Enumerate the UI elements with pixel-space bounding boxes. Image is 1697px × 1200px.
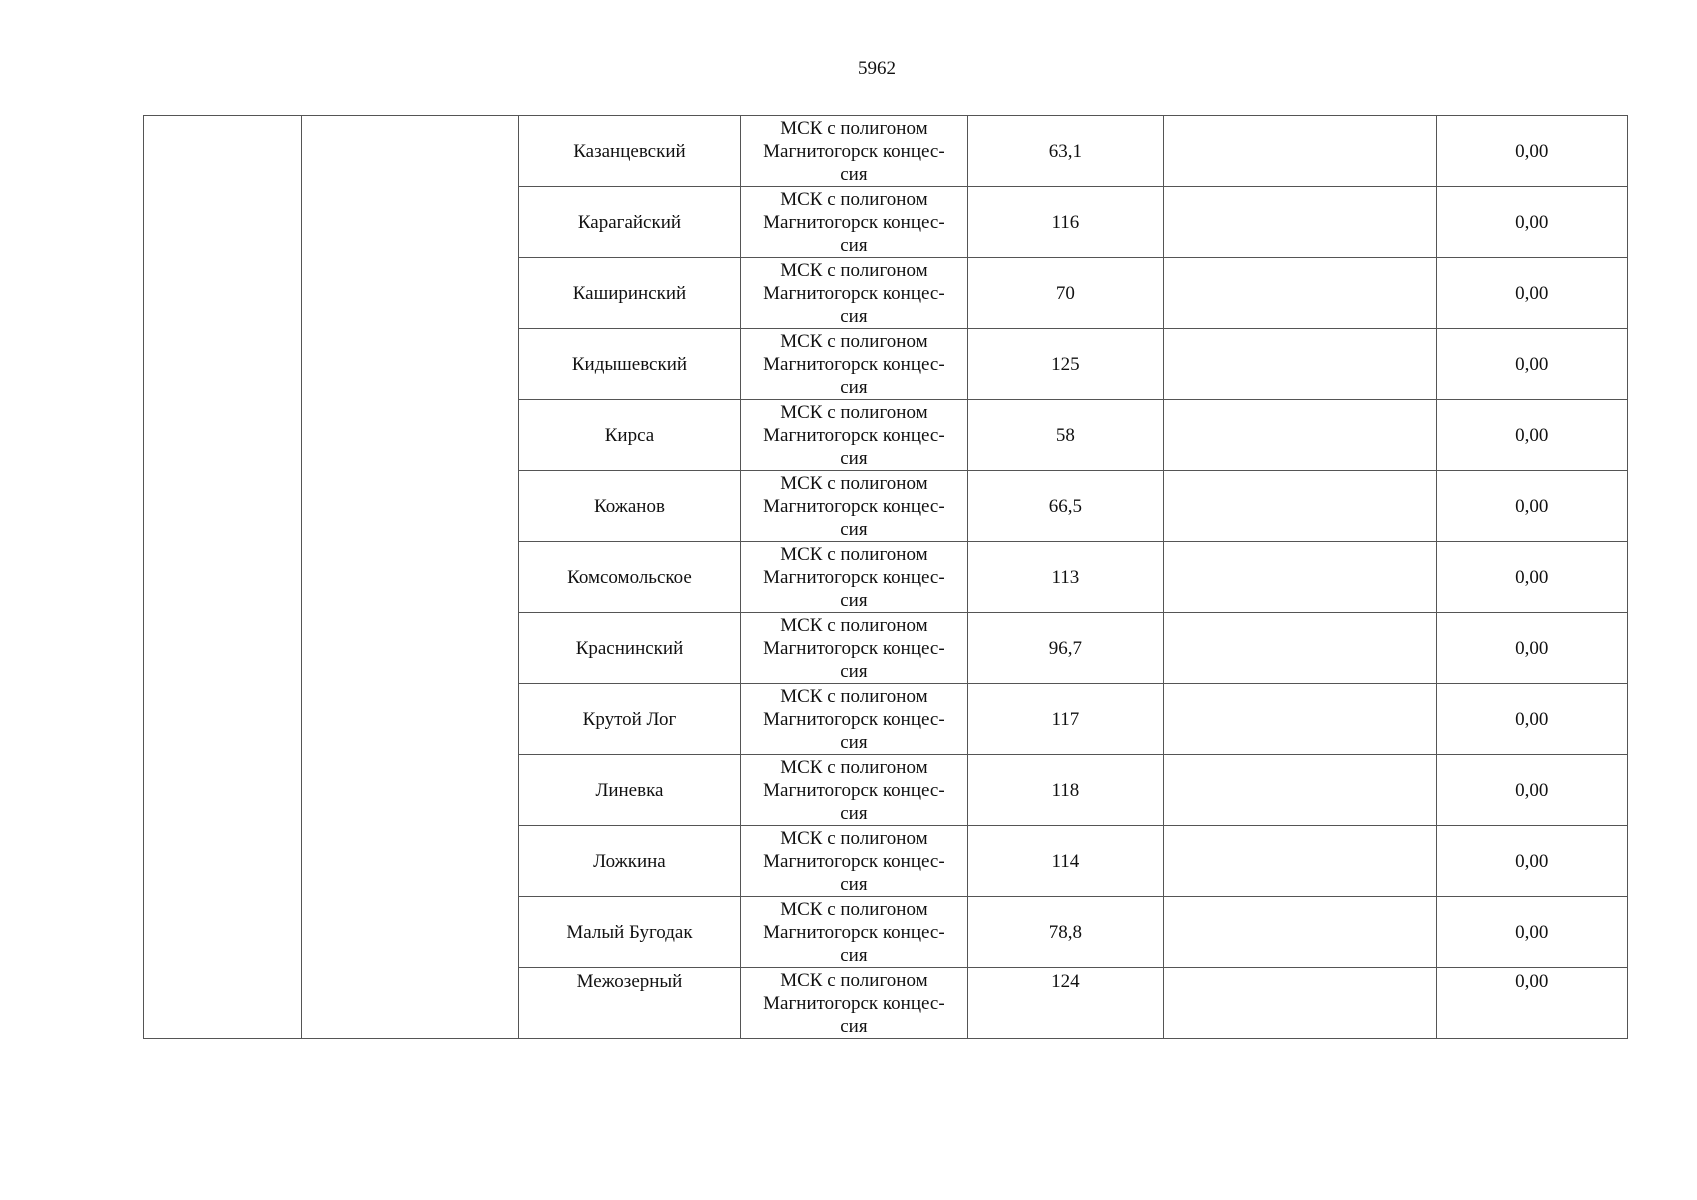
value-cell: 0,00 <box>1436 400 1627 471</box>
distance-cell: 117 <box>967 684 1163 755</box>
route-cell <box>741 968 967 1039</box>
settlements-table <box>143 115 1628 1039</box>
route-line: сия <box>840 802 868 824</box>
value-cell: 0,00 <box>1436 826 1627 897</box>
settlement-name-cell: Казанцевский <box>518 116 740 187</box>
route-cell <box>741 684 967 755</box>
empty-group-cell-2 <box>302 116 518 1039</box>
empty-cell <box>1164 968 1437 1039</box>
route-line: сия <box>840 1015 868 1037</box>
route-line: сия <box>840 305 868 327</box>
empty-cell <box>1164 471 1437 542</box>
route-line: сия <box>840 589 868 611</box>
page-number: 5962 <box>858 58 896 79</box>
route-line: МСК с полигоном <box>780 401 928 423</box>
distance-cell: 96,7 <box>967 613 1163 684</box>
value-cell: 0,00 <box>1436 258 1627 329</box>
empty-cell <box>1164 400 1437 471</box>
distance-cell: 63,1 <box>967 116 1163 187</box>
route-line: МСК с полигоном <box>780 117 928 139</box>
route-line: Магнитогорск концес- <box>763 495 945 517</box>
value-cell: 0,00 <box>1436 471 1627 542</box>
route-cell <box>741 258 967 329</box>
route-line: сия <box>840 731 868 753</box>
settlement-name-cell: Кидышевский <box>518 329 740 400</box>
empty-cell <box>1164 826 1437 897</box>
route-line: МСК с полигоном <box>780 827 928 849</box>
distance-cell: 125 <box>967 329 1163 400</box>
route-line: сия <box>840 873 868 895</box>
route-line: Магнитогорск концес- <box>763 211 945 233</box>
empty-group-cell-1 <box>144 116 302 1039</box>
route-line: Магнитогорск концес- <box>763 566 945 588</box>
settlement-name-cell: Ложкина <box>518 826 740 897</box>
settlement-name-cell: Межозерный <box>518 968 740 1039</box>
settlement-name-cell: Краснинский <box>518 613 740 684</box>
settlement-name-cell: Кожанов <box>518 471 740 542</box>
route-cell <box>741 542 967 613</box>
route-cell <box>741 826 967 897</box>
route-line: Магнитогорск концес- <box>763 992 945 1014</box>
table-row <box>144 116 1628 187</box>
empty-cell <box>1164 116 1437 187</box>
route-line: МСК с полигоном <box>780 472 928 494</box>
route-line: Магнитогорск концес- <box>763 424 945 446</box>
route-line: МСК с полигоном <box>780 898 928 920</box>
value-cell: 0,00 <box>1436 613 1627 684</box>
value-cell: 0,00 <box>1436 116 1627 187</box>
route-cell <box>741 187 967 258</box>
distance-cell: 78,8 <box>967 897 1163 968</box>
route-line: Магнитогорск концес- <box>763 708 945 730</box>
route-cell <box>741 400 967 471</box>
route-line: Магнитогорск концес- <box>763 637 945 659</box>
route-line: МСК с полигоном <box>780 330 928 352</box>
table-body <box>144 116 1628 1039</box>
route-line: МСК с полигоном <box>780 188 928 210</box>
empty-cell <box>1164 542 1437 613</box>
route-cell <box>741 897 967 968</box>
settlement-name-cell: Кирса <box>518 400 740 471</box>
route-cell <box>741 329 967 400</box>
route-line: Магнитогорск концес- <box>763 850 945 872</box>
settlement-name-cell: Карагайский <box>518 187 740 258</box>
distance-cell: 116 <box>967 187 1163 258</box>
route-line: Магнитогорск концес- <box>763 779 945 801</box>
distance-cell: 118 <box>967 755 1163 826</box>
route-line: МСК с полигоном <box>780 756 928 778</box>
route-line: сия <box>840 447 868 469</box>
empty-cell <box>1164 755 1437 826</box>
route-line: Магнитогорск концес- <box>763 140 945 162</box>
value-cell: 0,00 <box>1436 755 1627 826</box>
settlement-name-cell: Каширинский <box>518 258 740 329</box>
empty-cell <box>1164 897 1437 968</box>
value-cell: 0,00 <box>1436 684 1627 755</box>
value-cell: 0,00 <box>1436 542 1627 613</box>
route-line: МСК с полигоном <box>780 543 928 565</box>
empty-cell <box>1164 684 1437 755</box>
distance-cell: 58 <box>967 400 1163 471</box>
route-line: сия <box>840 234 868 256</box>
route-line: сия <box>840 660 868 682</box>
route-line: сия <box>840 518 868 540</box>
route-line: сия <box>840 163 868 185</box>
settlement-name-cell: Линевка <box>518 755 740 826</box>
value-cell: 0,00 <box>1436 968 1627 1039</box>
route-cell <box>741 116 967 187</box>
empty-cell <box>1164 613 1437 684</box>
empty-cell <box>1164 258 1437 329</box>
distance-cell: 66,5 <box>967 471 1163 542</box>
route-line: МСК с полигоном <box>780 969 928 991</box>
route-line: Магнитогорск концес- <box>763 921 945 943</box>
settlement-name-cell: Крутой Лог <box>518 684 740 755</box>
route-line: Магнитогорск концес- <box>763 353 945 375</box>
value-cell: 0,00 <box>1436 897 1627 968</box>
route-line: МСК с полигоном <box>780 614 928 636</box>
empty-cell <box>1164 329 1437 400</box>
route-line: Магнитогорск концес- <box>763 282 945 304</box>
distance-cell: 113 <box>967 542 1163 613</box>
settlement-name-cell: Малый Бугодак <box>518 897 740 968</box>
value-cell: 0,00 <box>1436 329 1627 400</box>
distance-cell: 114 <box>967 826 1163 897</box>
route-line: сия <box>840 376 868 398</box>
route-line: МСК с полигоном <box>780 685 928 707</box>
route-cell <box>741 755 967 826</box>
route-cell <box>741 613 967 684</box>
distance-cell: 124 <box>967 968 1163 1039</box>
route-cell <box>741 471 967 542</box>
settlement-name-cell: Комсомольское <box>518 542 740 613</box>
value-cell: 0,00 <box>1436 187 1627 258</box>
route-line: МСК с полигоном <box>780 259 928 281</box>
route-line: сия <box>840 944 868 966</box>
distance-cell: 70 <box>967 258 1163 329</box>
empty-cell <box>1164 187 1437 258</box>
